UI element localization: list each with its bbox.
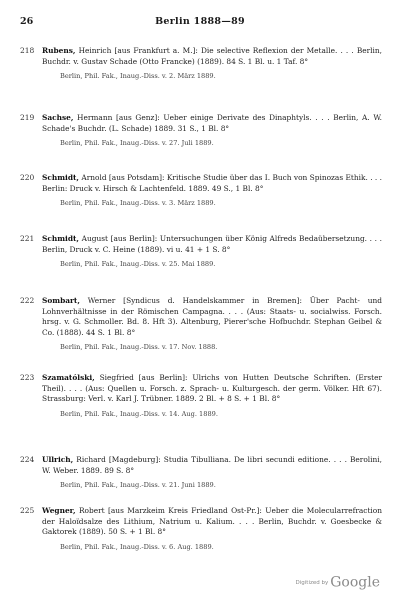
entry-number: 218 [20, 46, 35, 55]
entry-note: Berlin, Phil. Fak., Inaug.-Diss. v. 14. Aug. 1889. [60, 409, 218, 418]
entry-number: 225 [20, 506, 35, 515]
entry-body: Robert [aus Marzkeim Kreis Friedland Ost-Pr.]: Ueber die Molecularrefraction der Haloïdsalze des Lithium, Natrium u. Kalium. . . . Berlin, Buchdr. v. Goesbecke & Gaktorek (1889). 50 S. + 1 Bl. 8° [42, 506, 382, 537]
entry-text [42, 46, 382, 67]
entry-author: Wegner, [42, 506, 76, 515]
entry-author: Schmidt, [42, 173, 79, 182]
google-logo: Google [330, 574, 380, 591]
page-number: 26 [20, 16, 34, 27]
entry-note: Berlin, Phil. Fak., Inaug.-Diss. v. 25. Mai 1889. [60, 260, 216, 269]
entry-body: Heinrich [aus Frankfurt a. M.]: Die selective Reflexion der Metalle. . . . Berlin, Buchdr. v. Gustav Schade (Otto Francke) (1889). 84 S. 1 Bl. u. 1 Taf. 8° [42, 46, 382, 66]
running-head: Berlin 1888—89 [155, 16, 245, 27]
entry-note: Berlin, Phil. Fak., Inaug.-Diss. v. 21. Juni 1889. [60, 481, 216, 490]
entry-body: Werner [Syndicus d. Handelskammer in Bremen]: Über Pacht- und Lohnverhältnisse in der Römischen Campagna. . . . (Aus: Staats- u. socialwiss. Forsch. hrsg. v. G. Schmoller. Bd. 8. Hft 3). Altenburg, Pierer'sche Hofbuchdr. Stephan Geibel & Co. (1888). 44 S. 1 Bl. 8° [42, 296, 382, 337]
bibliography-entry [20, 506, 382, 552]
entry-author: Sombart, [42, 296, 80, 305]
entry-number: 222 [20, 296, 35, 305]
entry-note: Berlin, Phil. Fak., Inaug.-Diss. v. 6. Aug. 1889. [60, 542, 214, 551]
entry-body: Arnold [aus Potsdam]: Kritische Studie über das I. Buch von Spinozas Ethik. . . . Berlin: Druck v. Hirsch & Lachtenfeld. 1889. 49 S., 1 Bl. 8° [42, 173, 382, 193]
entry-text [42, 234, 382, 255]
entry-number: 220 [20, 173, 35, 182]
bibliography-entry [20, 46, 382, 81]
entry-author: Ullrich, [42, 455, 74, 464]
page-header [20, 16, 380, 30]
entry-body: Richard [Magdeburg]: Studia Tibulliana. De libri secundi editione. . . . Berolini, W. Weber. 1889. 89 S. 8° [42, 455, 382, 475]
entry-number: 224 [20, 455, 35, 464]
entry-text [42, 455, 382, 476]
digitized-by-label: Digitized by [295, 579, 329, 586]
entry-author: Sachse, [42, 113, 74, 122]
entry-author: Rubens, [42, 46, 76, 55]
entry-text [42, 373, 382, 405]
bibliography-entry [20, 113, 382, 148]
entry-note: Berlin, Phil. Fak., Inaug.-Diss. v. 27. Juli 1889. [60, 139, 214, 148]
entry-number: 223 [20, 373, 35, 382]
entry-note: Berlin, Phil. Fak., Inaug.-Diss. v. 2. März 1889. [60, 72, 216, 81]
entry-text [42, 113, 382, 134]
entry-note: Berlin, Phil. Fak., Inaug.-Diss. v. 17. Nov. 1888. [60, 343, 218, 352]
bibliography-entry [20, 296, 382, 352]
entry-text [42, 506, 382, 538]
entry-text [42, 173, 382, 194]
entry-author: Schmidt, [42, 234, 79, 243]
bibliography-entry [20, 373, 382, 419]
entry-note: Berlin, Phil. Fak., Inaug.-Diss. v. 3. März 1889. [60, 199, 216, 208]
entry-body: Hermann [aus Genz]: Ueber einige Derivate des Dinaphtyls. . . . Berlin, A. W. Schade's Buchdr. (L. Schade) 1889. 31 S., 1 Bl. 8° [42, 113, 382, 133]
google-watermark [296, 572, 381, 591]
entry-number: 221 [20, 234, 35, 243]
bibliography-entry [20, 455, 382, 490]
entry-author: Szamatólski, [42, 373, 95, 382]
bibliography-entry [20, 234, 382, 269]
entry-text [42, 296, 382, 338]
entry-number: 219 [20, 113, 35, 122]
entry-body: August [aus Berlin]: Untersuchungen über König Alfreds Bedaübersetzung. . . . Berlin, Druck v. C. Heine (1889). vi u. 41 + 1 S. 8° [42, 234, 382, 254]
entry-body: Siegfried [aus Berlin]: Ulrichs von Hutten Deutsche Schriften. (Erster Theil). . . . (Aus: Quellen u. Forsch. z. Sprach- u. Kulturgesch. der germ. Völker. Hft 67). Strassburg: Verl. v. Karl J. Trübner. 1889. 2 Bl. + 8 S. + 1 Bl. 8° [42, 373, 382, 404]
bibliography-entry [20, 173, 382, 208]
